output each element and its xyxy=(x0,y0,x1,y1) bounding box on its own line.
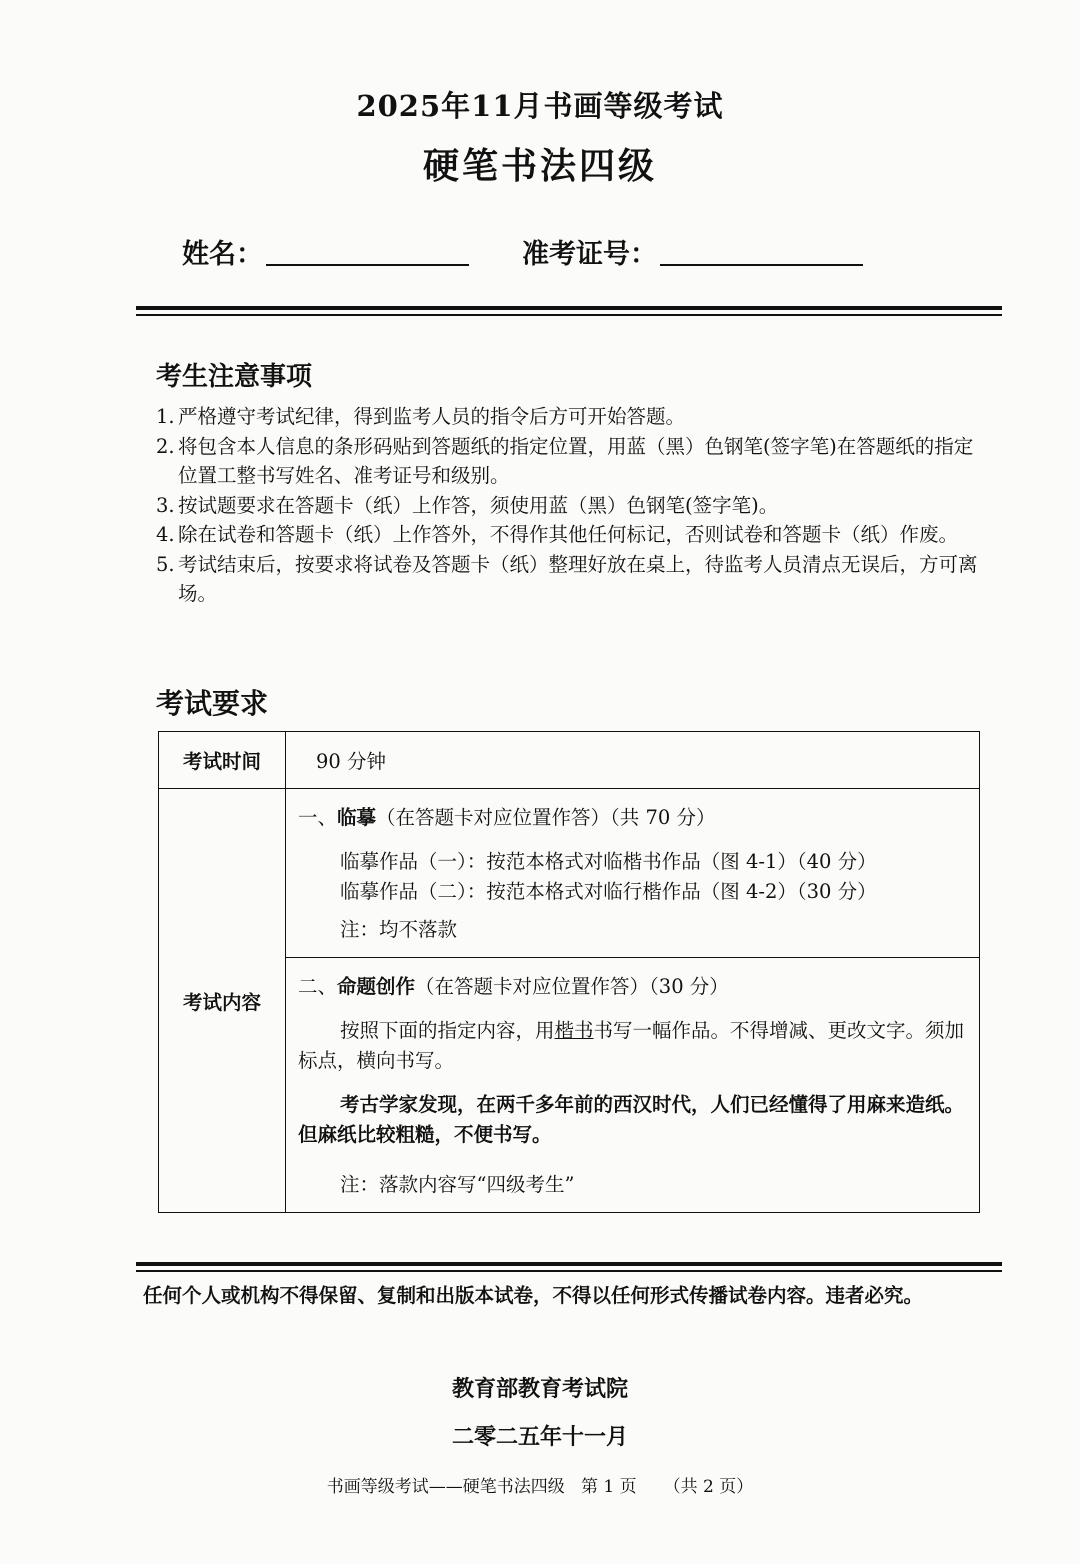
requirements-title: 考试要求 xyxy=(156,687,269,720)
part2-heading-line xyxy=(298,972,967,1002)
notice-text: 除在试卷和答题卡（纸）上作答外，不得作其他任何标记，否则试卷和答题卡（纸）作废。 xyxy=(178,523,959,546)
part1-cell xyxy=(286,789,980,958)
time-label: 考试时间 xyxy=(159,732,286,789)
notice-text: 严格遵守考试纪律，得到监考人员的指令后方可开始答题。 xyxy=(178,405,686,428)
notice-item xyxy=(156,550,986,609)
divider-bottom-thick xyxy=(136,1262,1002,1266)
part2-instruction-script: 楷书 xyxy=(554,1019,594,1042)
issue-date: 二零二五年十一月 xyxy=(451,1424,628,1450)
notice-number: 1. xyxy=(156,405,175,428)
ticket-number-label: 准考证号： xyxy=(522,239,657,270)
divider-top-thin xyxy=(136,314,1002,316)
footer-total: （共 2 页） xyxy=(663,1477,754,1497)
notice-item xyxy=(156,491,986,521)
part2-passage: 考古学家发现，在两千多年前的西汉时代，人们已经懂得了用麻来造纸。但麻纸比较粗糙，不便书写。 xyxy=(298,1093,965,1146)
notice-number: 5. xyxy=(156,552,175,576)
subject-title: 硬笔书法四级 xyxy=(422,145,657,187)
part1-heading-line xyxy=(298,803,967,833)
part2-note: 注：落款内容写“四级考生” xyxy=(340,1173,575,1196)
part2-instruction-b: 书写一幅作品。不得增减、更改文字。须加标点，横向书写。 xyxy=(298,1019,965,1072)
content-label: 考试内容 xyxy=(159,789,286,1213)
part2-cell xyxy=(286,958,980,1213)
time-value-cell xyxy=(286,732,980,789)
notice-number: 3. xyxy=(156,493,175,517)
divider-top-thick xyxy=(136,306,1002,310)
footer-text: 书画等级考试——硬笔书法四级 xyxy=(326,1477,565,1497)
name-label: 姓名： xyxy=(182,239,263,270)
notice-text: 将包含本人信息的条形码贴到答题纸的指定位置，用蓝（黑）色钢笔(签字笔)在答题纸的指定位置工整书写姓名、准考证号和级别。 xyxy=(178,434,974,487)
issuer: 教育部教育考试院 xyxy=(451,1376,628,1402)
exam-title: 2025年11月书画等级考试 xyxy=(356,89,724,123)
table-row xyxy=(159,732,980,789)
notice-item xyxy=(156,520,986,550)
copyright-warning: 任何个人或机构不得保留、复制和出版本试卷，不得以任何形式传播试卷内容。违者必究。 xyxy=(143,1284,924,1307)
time-value: 90 分钟 xyxy=(316,750,387,773)
part1-line2: 临摹作品（二）：按范本格式对临行楷作品（图 4-2）（30 分） xyxy=(340,880,877,903)
notice-text: 考试结束后，按要求将试卷及答题卡（纸）整理好放在桌上，待监考人员清点无误后，方可离场。 xyxy=(178,552,978,605)
part1-heading: 临摹 xyxy=(337,806,377,829)
part1-note: 注：均不落款 xyxy=(340,918,458,941)
part2-instruction xyxy=(298,1016,967,1076)
part1-line1: 临摹作品（一）：按范本格式对临楷书作品（图 4-1）（40 分） xyxy=(340,850,877,873)
part1-prefix: 一、 xyxy=(298,806,338,829)
part2-instruction-a: 按照下面的指定内容，用 xyxy=(340,1019,555,1042)
notices-list xyxy=(156,402,986,609)
divider-bottom-thin xyxy=(136,1270,1002,1272)
footer-page: 第 1 页 xyxy=(580,1477,637,1497)
notice-number: 4. xyxy=(156,523,175,546)
notice-item xyxy=(156,432,986,491)
part2-heading-note: （在答题卡对应位置作答）（30 分） xyxy=(415,975,729,998)
notices-title: 考生注意事项 xyxy=(156,362,313,392)
requirements-table xyxy=(158,731,980,1213)
table-row xyxy=(159,789,980,958)
page-footer xyxy=(0,1472,1080,1497)
notice-item xyxy=(156,402,986,432)
notice-number: 2. xyxy=(156,434,175,458)
name-blank xyxy=(266,264,469,266)
part2-heading: 命题创作 xyxy=(337,975,416,998)
notice-text: 按试题要求在答题卡（纸）上作答，须使用蓝（黑）色钢笔(签字笔)。 xyxy=(178,493,779,517)
part1-heading-note: （在答题卡对应位置作答）（共 70 分） xyxy=(376,806,716,829)
part2-prefix: 二、 xyxy=(298,975,338,998)
ticket-number-blank xyxy=(660,264,863,266)
